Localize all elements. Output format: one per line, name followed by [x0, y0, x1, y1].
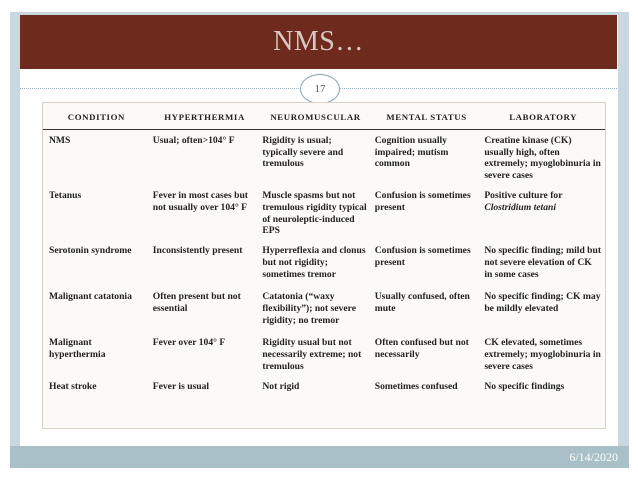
cell-neuromuscular: Hyperreflexia and clonus but not rigidity; sometimes tremor	[262, 245, 366, 280]
table-header-row	[43, 103, 605, 129]
cell-hyperthermia: Fever in most cases but not usually over 104° F	[152, 190, 248, 213]
cell-neuromuscular: Not rigid	[262, 381, 300, 393]
table-row	[43, 286, 605, 332]
cell-neuromuscular: Muscle spasms but not tremulous rigidity typical of neuroleptic-induced EPS	[262, 190, 367, 237]
header-mental-status: MENTAL STATUS	[372, 103, 482, 129]
cell-laboratory: Creatine kinase (CK) usually high, often extremely; myoglobinuria in severe cases	[484, 134, 601, 182]
slide-title: NMS…	[273, 26, 364, 57]
cell-condition: Malignant catatonia	[49, 291, 132, 303]
page-number: 17	[314, 83, 326, 95]
comparison-table	[43, 103, 605, 396]
comparison-table-image	[42, 102, 606, 429]
cell-hyperthermia: Fever is usual	[152, 381, 210, 393]
cell-neuromuscular: Catatonia (“waxy flexibility”); not severe rigidity; no tremor	[262, 291, 356, 326]
cell-neuromuscular: Rigidity is usual; typically severe and tremulous	[262, 134, 344, 170]
slide-date: 6/14/2020	[569, 450, 618, 464]
cell-mental-status: Sometimes confused	[374, 381, 458, 393]
cell-laboratory: Positive culture for Clostridium tetani	[484, 190, 563, 213]
cell-condition: NMS	[49, 134, 71, 146]
cell-laboratory: No specific findings	[484, 381, 565, 393]
cell-condition: Malignant hyperthermia	[49, 337, 106, 360]
title-bar	[20, 15, 617, 69]
cell-laboratory: No specific finding; CK may be mildly elevated	[484, 291, 601, 314]
cell-condition: Heat stroke	[49, 381, 97, 393]
cell-mental-status: Cognition usually impaired; mutism common	[374, 134, 449, 170]
organism-name: Clostridium tetani	[484, 201, 557, 213]
header-condition: CONDITION	[43, 103, 150, 129]
header-hyperthermia: HYPERTHERMIA	[150, 103, 260, 129]
cell-hyperthermia: Often present but not essential	[152, 291, 241, 314]
cell-mental-status: Confusion is sometimes present	[374, 245, 471, 268]
cell-mental-status: Often confused but not necessarily	[374, 337, 469, 360]
cell-laboratory: CK elevated, sometimes extremely; myoglobinuria in severe cases	[484, 337, 601, 372]
page-number-badge	[300, 74, 340, 104]
table-row	[43, 376, 605, 396]
cell-neuromuscular: Rigidity usual but not necessarily extreme; not tremulous	[262, 337, 362, 372]
header-laboratory: LABORATORY	[481, 103, 605, 129]
cell-mental-status: Confusion is sometimes present	[374, 190, 471, 213]
table-row	[43, 185, 605, 240]
table-row	[43, 129, 605, 185]
table-row	[43, 240, 605, 286]
footer-bar	[10, 446, 629, 468]
cell-condition: Tetanus	[49, 190, 82, 201]
cell-hyperthermia: Usual; often>104° F	[152, 134, 235, 146]
cell-hyperthermia: Fever over 104° F	[152, 337, 226, 349]
cell-condition: Serotonin syndrome	[49, 245, 132, 257]
header-neuromuscular: NEUROMUSCULAR	[259, 103, 371, 129]
cell-laboratory: No specific finding; mild but not severe elevation of CK in some cases	[484, 245, 602, 280]
table-row	[43, 332, 605, 376]
cell-mental-status: Usually confused, often mute	[374, 291, 470, 314]
cell-hyperthermia: Inconsistently present	[152, 245, 243, 257]
